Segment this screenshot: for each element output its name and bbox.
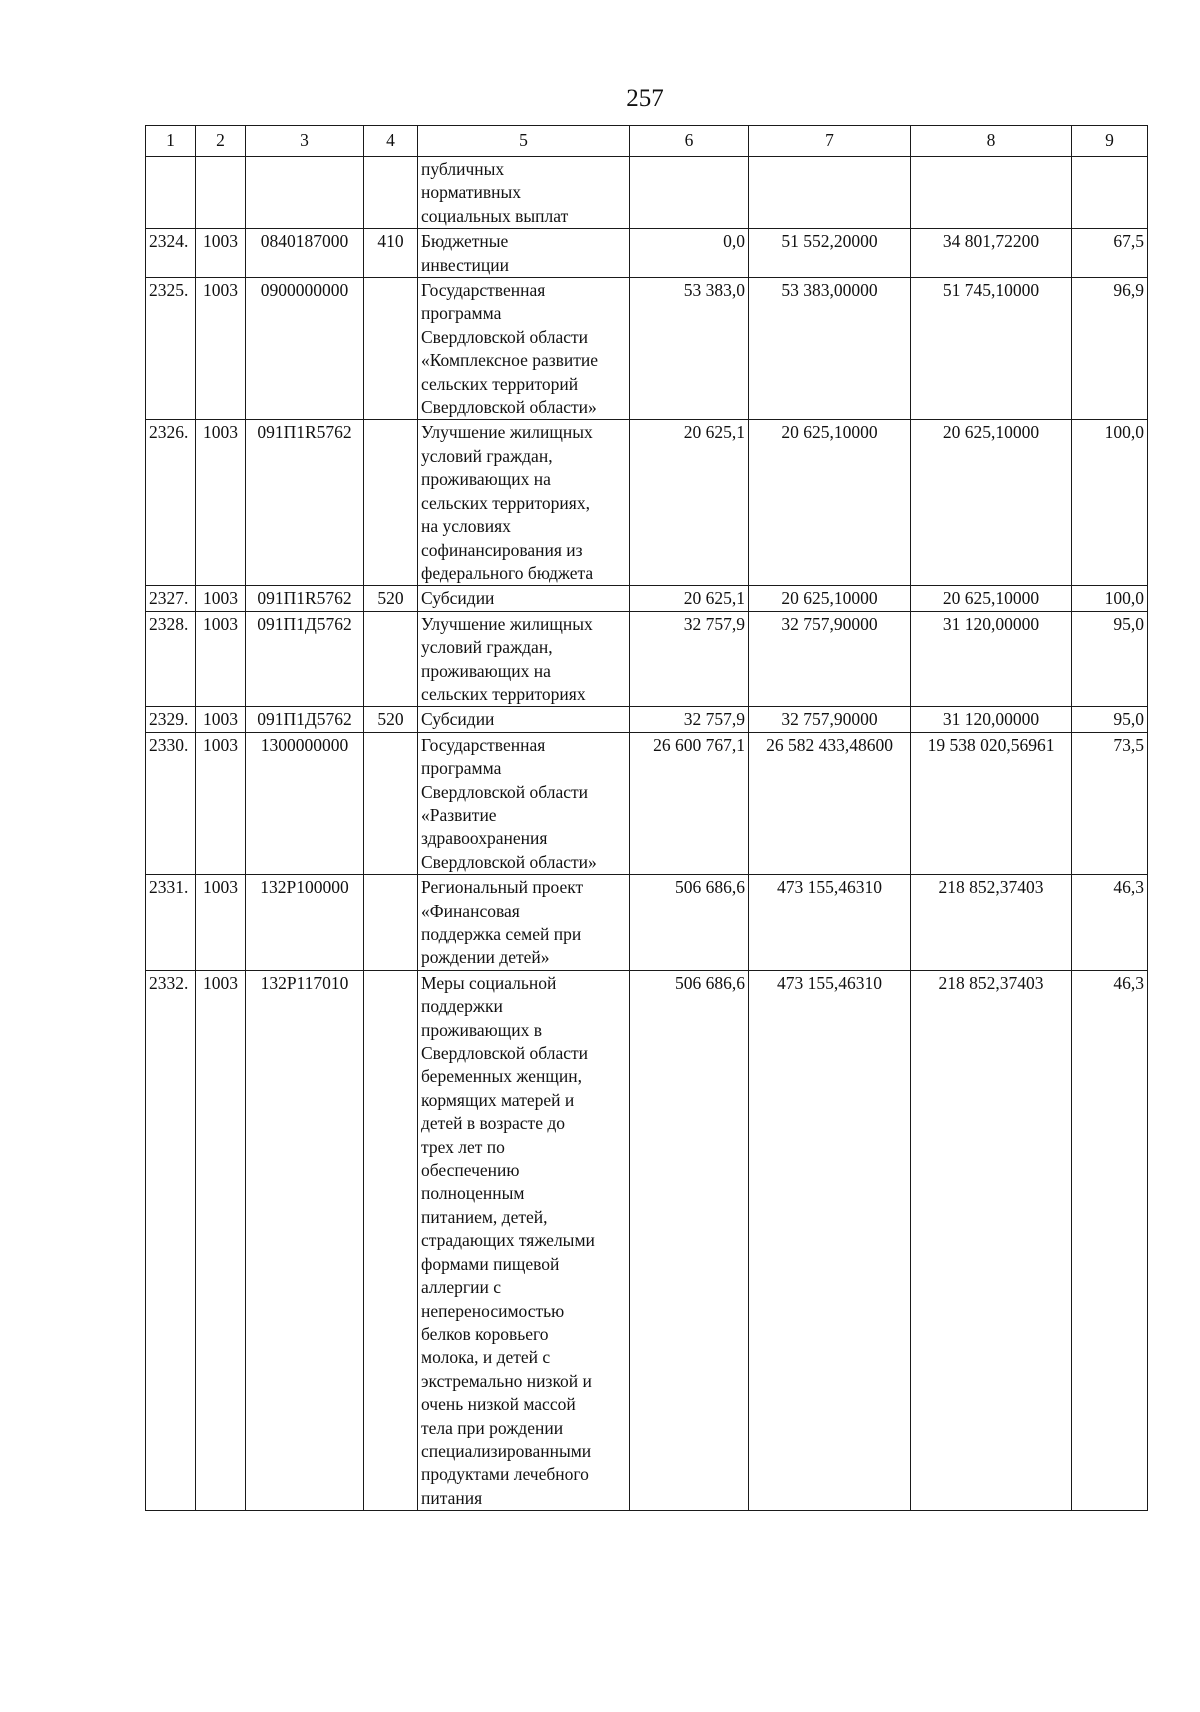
actual-amount: 34 801,72200	[911, 229, 1072, 278]
planned-amount: 53 383,00000	[749, 278, 911, 420]
expense-type	[364, 611, 418, 707]
target-code: 091П1R5762	[246, 420, 364, 586]
target-code: 091П1R5762	[246, 586, 364, 611]
execution-percent: 95,0	[1072, 707, 1148, 732]
row-number	[146, 157, 196, 229]
item-name-line: тела при рождении	[421, 1417, 564, 1438]
table-row	[146, 707, 1148, 732]
item-name-line: «Финансовая	[421, 900, 520, 921]
section-code: 1003	[196, 229, 246, 278]
item-name	[418, 420, 630, 586]
planned-amount: 51 552,20000	[749, 229, 911, 278]
header-col-5: 5	[418, 126, 630, 157]
item-name-line: публичных	[421, 159, 505, 179]
item-name-line: Свердловской области»	[421, 851, 597, 872]
item-name-line: Свердловской области	[421, 781, 589, 802]
item-name-line: Свердловской области	[421, 326, 589, 347]
table-row	[146, 420, 1148, 586]
approved-amount: 20 625,1	[630, 420, 749, 586]
table-row	[146, 586, 1148, 611]
row-number: 2326.	[146, 420, 196, 586]
table-row	[146, 278, 1148, 420]
table-body	[146, 157, 1148, 1511]
expense-type	[364, 157, 418, 229]
actual-amount: 20 625,10000	[911, 420, 1072, 586]
item-name-line: сельских территориях,	[421, 492, 590, 513]
expense-type	[364, 420, 418, 586]
approved-amount: 32 757,9	[630, 611, 749, 707]
item-name-line: детей в возрасте до	[421, 1113, 565, 1134]
header-col-1: 1	[146, 126, 196, 157]
item-name-line: Свердловской области	[421, 1043, 589, 1064]
item-name	[418, 157, 630, 229]
target-code: 0900000000	[246, 278, 364, 420]
header-col-2: 2	[196, 126, 246, 157]
table-row	[146, 875, 1148, 971]
item-name-line: поддержки	[421, 996, 503, 1017]
item-name-line: Субсидии	[421, 588, 495, 609]
expense-type: 520	[364, 707, 418, 732]
item-name-line: Субсидии	[421, 709, 495, 730]
expense-type	[364, 732, 418, 874]
approved-amount: 20 625,1	[630, 586, 749, 611]
row-number: 2329.	[146, 707, 196, 732]
item-name-line: очень низкой массой	[421, 1394, 576, 1415]
section-code: 1003	[196, 732, 246, 874]
row-number: 2325.	[146, 278, 196, 420]
expense-type	[364, 875, 418, 971]
approved-amount: 506 686,6	[630, 970, 749, 1510]
approved-amount: 0,0	[630, 229, 749, 278]
execution-percent: 100,0	[1072, 420, 1148, 586]
item-name-line: обеспечению	[421, 1160, 520, 1181]
section-code: 1003	[196, 970, 246, 1510]
item-name-line: условий граждан,	[421, 637, 553, 658]
item-name-line: кормящих матерей и	[421, 1089, 575, 1110]
item-name	[418, 586, 630, 611]
expense-type: 410	[364, 229, 418, 278]
item-name-line: непереносимостью	[421, 1300, 565, 1321]
approved-amount: 32 757,9	[630, 707, 749, 732]
section-code: 1003	[196, 586, 246, 611]
target-code: 091П1Д5762	[246, 707, 364, 732]
item-name-line: Бюджетные	[421, 231, 509, 252]
item-name-line: социальных выплат	[421, 205, 569, 226]
row-number: 2332.	[146, 970, 196, 1510]
section-code: 1003	[196, 420, 246, 586]
item-name-line: беременных женщин,	[421, 1066, 582, 1087]
actual-amount: 31 120,00000	[911, 611, 1072, 707]
item-name-line: Улучшение жилищных	[421, 422, 593, 443]
item-name-line: Улучшение жилищных	[421, 613, 593, 634]
item-name-line: формами пищевой	[421, 1253, 560, 1274]
approved-amount: 506 686,6	[630, 875, 749, 971]
execution-percent: 96,9	[1072, 278, 1148, 420]
item-name-line: Государственная	[421, 280, 546, 301]
item-name-line: проживающих в	[421, 1019, 542, 1040]
execution-percent: 100,0	[1072, 586, 1148, 611]
row-number: 2330.	[146, 732, 196, 874]
item-name-line: Региональный проект	[421, 877, 584, 898]
target-code: 0840187000	[246, 229, 364, 278]
item-name-line: на условиях	[421, 516, 511, 537]
page-number: 257	[626, 85, 664, 112]
actual-amount	[911, 157, 1072, 229]
table-header	[146, 126, 1148, 157]
header-col-4: 4	[364, 126, 418, 157]
expense-type	[364, 278, 418, 420]
budget-table	[145, 125, 1148, 1511]
item-name-line: инвестиции	[421, 254, 509, 275]
item-name	[418, 970, 630, 1510]
execution-percent: 46,3	[1072, 970, 1148, 1510]
section-code: 1003	[196, 611, 246, 707]
table-row	[146, 970, 1148, 1510]
item-name-line: софинансирования из	[421, 539, 583, 560]
item-name-line: страдающих тяжелыми	[421, 1230, 595, 1251]
planned-amount	[749, 157, 911, 229]
row-number: 2327.	[146, 586, 196, 611]
item-name-line: здравоохранения	[421, 828, 548, 849]
item-name-line: проживающих на	[421, 660, 551, 681]
section-code	[196, 157, 246, 229]
header-col-3: 3	[246, 126, 364, 157]
item-name-line: сельских территорий	[421, 373, 579, 394]
table-row	[146, 611, 1148, 707]
actual-amount: 218 852,37403	[911, 875, 1072, 971]
item-name-line: трех лет по	[421, 1136, 505, 1157]
approved-amount: 26 600 767,1	[630, 732, 749, 874]
planned-amount: 26 582 433,48600	[749, 732, 911, 874]
header-col-9: 9	[1072, 126, 1148, 157]
planned-amount: 20 625,10000	[749, 586, 911, 611]
item-name-line: федерального бюджета	[421, 562, 594, 583]
header-col-7: 7	[749, 126, 911, 157]
item-name-line: экстремально низкой и	[421, 1370, 592, 1391]
target-code: 1300000000	[246, 732, 364, 874]
expense-type	[364, 970, 418, 1510]
table-row	[146, 157, 1148, 229]
item-name	[418, 707, 630, 732]
section-code: 1003	[196, 707, 246, 732]
header-col-6: 6	[630, 126, 749, 157]
item-name-line: проживающих на	[421, 469, 551, 490]
item-name-line: продуктами лечебного	[421, 1464, 589, 1485]
planned-amount: 473 155,46310	[749, 875, 911, 971]
execution-percent: 46,3	[1072, 875, 1148, 971]
row-number: 2328.	[146, 611, 196, 707]
execution-percent: 73,5	[1072, 732, 1148, 874]
approved-amount	[630, 157, 749, 229]
planned-amount: 32 757,90000	[749, 611, 911, 707]
item-name-line: полноценным	[421, 1183, 525, 1204]
actual-amount: 51 745,10000	[911, 278, 1072, 420]
item-name-line: белков коровьего	[421, 1323, 549, 1344]
row-number: 2331.	[146, 875, 196, 971]
planned-amount: 20 625,10000	[749, 420, 911, 586]
item-name-line: сельских территориях	[421, 683, 586, 704]
section-code: 1003	[196, 278, 246, 420]
actual-amount: 20 625,10000	[911, 586, 1072, 611]
row-number: 2324.	[146, 229, 196, 278]
header-row	[146, 126, 1148, 157]
item-name-line: питания	[421, 1487, 483, 1508]
item-name-line: питанием, детей,	[421, 1206, 548, 1227]
item-name-line: Меры социальной	[421, 972, 557, 993]
section-code: 1003	[196, 875, 246, 971]
planned-amount: 32 757,90000	[749, 707, 911, 732]
item-name	[418, 611, 630, 707]
table-row	[146, 732, 1148, 874]
target-code	[246, 157, 364, 229]
item-name-line: программа	[421, 758, 502, 779]
header-col-8: 8	[911, 126, 1072, 157]
actual-amount: 31 120,00000	[911, 707, 1072, 732]
item-name	[418, 732, 630, 874]
item-name	[418, 875, 630, 971]
item-name-line: молока, и детей с	[421, 1347, 551, 1368]
item-name-line: аллергии с	[421, 1277, 501, 1298]
item-name-line: Свердловской области»	[421, 397, 597, 418]
item-name-line: Государственная	[421, 734, 546, 755]
item-name-line: поддержка семей при	[421, 924, 582, 944]
item-name	[418, 229, 630, 278]
target-code: 091П1Д5762	[246, 611, 364, 707]
actual-amount: 218 852,37403	[911, 970, 1072, 1510]
execution-percent: 95,0	[1072, 611, 1148, 707]
item-name-line: нормативных	[421, 182, 522, 203]
item-name-line: условий граждан,	[421, 445, 553, 466]
item-name	[418, 278, 630, 420]
approved-amount: 53 383,0	[630, 278, 749, 420]
item-name-line: программа	[421, 303, 502, 324]
expense-type: 520	[364, 586, 418, 611]
actual-amount: 19 538 020,56961	[911, 732, 1072, 874]
item-name-line: специализированными	[421, 1440, 592, 1461]
planned-amount: 473 155,46310	[749, 970, 911, 1510]
execution-percent: 67,5	[1072, 229, 1148, 278]
item-name-line: «Комплексное развитие	[421, 350, 599, 371]
target-code: 132P117010	[246, 970, 364, 1510]
table-row	[146, 229, 1148, 278]
execution-percent	[1072, 157, 1148, 229]
item-name-line: рождении детей»	[421, 947, 550, 968]
target-code: 132P100000	[246, 875, 364, 971]
item-name-line: «Развитие	[421, 804, 497, 825]
